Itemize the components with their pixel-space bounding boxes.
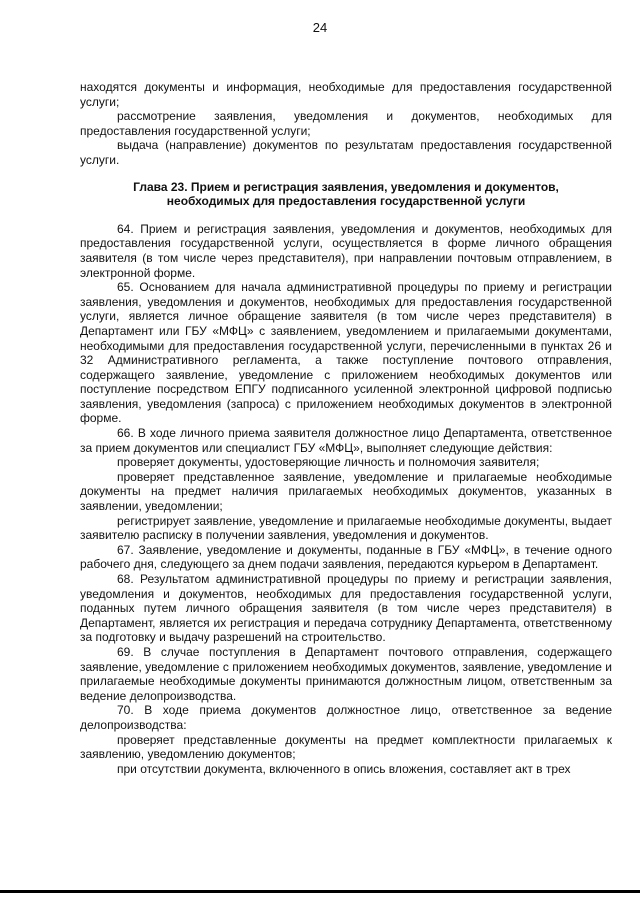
paragraph-66-item-2: проверяет представленное заявление, уведомление и прилагаемые необходимые документы на предмет наличия прилагаемых необходимых документов, указанных в заявлении, уведомлении;	[80, 469, 612, 514]
paragraph-66-item-1: проверяет документы, удостоверяющие личность и полномочия заявителя;	[117, 455, 540, 470]
page-number: 24	[312, 20, 328, 35]
paragraph-65: 65. Основанием для начала административной процедуры по приему и регистрации заявления, уведомления и документов, необходимых для предоставления государственной услуги, является личное обращение заявителя (в том числе через представителя) в Департамент или ГБУ «МФЦ» с заявлением, уведомлением и прилагаемыми документами, необходимыми для предоставления государственной услуги, перечисленными в пунктах 26 и 32 Административного регламента, а также поступление почтового отправления, содержащего заявление, уведомление с приложением необходимых документов или поступление посредством ЕПГУ подписанного усиленной электронной цифровой подписью заявления, уведомления (запроса) с приложением необходимых документов в электронной форме.	[80, 280, 612, 426]
chapter-heading-line-2: необходимых для предоставления государственной услуги	[166, 194, 526, 209]
paragraph: выдача (направление) документов по результатам предоставления государственной услуги.	[80, 138, 612, 167]
paragraph-70-item-1: проверяет представленные документы на предмет комплектности прилагаемых к заявлению, уведомлению документов;	[80, 732, 612, 762]
scan-border-line	[0, 890, 640, 893]
chapter-heading	[80, 180, 612, 209]
paragraph-67: 67. Заявление, уведомление и документы, поданные в ГБУ «МФЦ», в течение одного рабочего дня, следующего за днем подачи заявления, передаются курьером в Департамент.	[80, 542, 612, 572]
chapter-heading-line-1: Глава 23. Прием и регистрация заявления, уведомления и документов,	[133, 179, 559, 194]
paragraph-70: 70. В ходе приема документов должностное лицо, ответственное за ведение делопроизводства:	[80, 703, 612, 732]
paragraph-66: 66. В ходе личного приема заявителя должностное лицо Департамента, ответственное за прием документов или специалист ГБУ «МФЦ», выполняет следующие действия:	[80, 426, 612, 455]
paragraph-70-item-2: при отсутствии документа, включенного в опись вложения, составляет акт в трех	[117, 761, 571, 776]
paragraph-66-item-3: регистрирует заявление, уведомление и прилагаемые необходимые документы, выдает заявителю расписку в получении заявления, уведомления и документов.	[80, 513, 612, 543]
paragraph-64: 64. Прием и регистрация заявления, уведомления и документов, необходимых для предоставления государственной услуги, осуществляется в форме личного обращения заявителя (в том числе через представителя), при направлении почтовым отправлением, в электронной форме.	[80, 221, 612, 280]
paragraph-68: 68. Результатом административной процедуры по приему и регистрации заявления, уведомления и документов, необходимых для предоставления государственной услуги, поданных путем личного обращения заявителя (в том числе через представителя) в Департамент, является их регистрация и передача сотруднику Департамента, ответственному за подготовку и выдачу разрешений на строительство.	[80, 572, 612, 645]
paragraph-continued: находятся документы и информация, необходимые для предоставления государственной услуги;	[80, 80, 612, 109]
paragraph-69: 69. В случае поступления в Департамент почтового отправления, содержащего заявление, уведомление с приложением необходимых документов, заявление, уведомление и прилагаемые необходимые документы принимаются должностным лицом, ответственным за ведение делопроизводства.	[80, 644, 612, 703]
document-body	[80, 80, 612, 776]
paragraph: рассмотрение заявления, уведомления и документов, необходимых для предоставления государственной услуги;	[80, 109, 612, 138]
